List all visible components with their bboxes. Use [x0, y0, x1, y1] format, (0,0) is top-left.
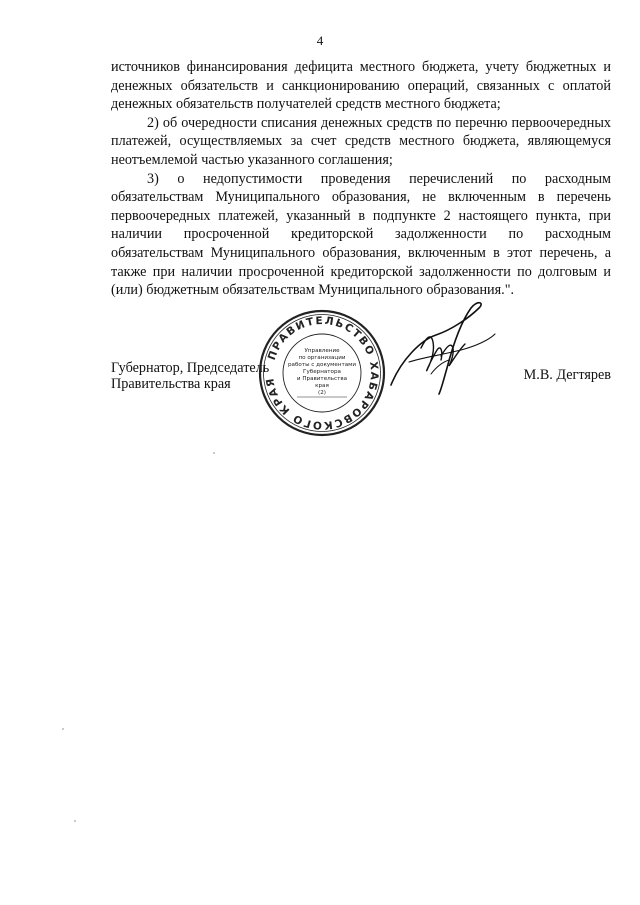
scan-artifact	[213, 452, 215, 454]
svg-text:(2): (2)	[318, 390, 326, 396]
signer-name: М.В. Дегтярев	[523, 367, 611, 383]
svg-text:ПРАВИТЕЛЬСТВО ХАБАРОВСКОГО КРА: ПРАВИТЕЛЬСТВО ХАБАРОВСКОГО КРАЯ	[264, 314, 381, 432]
paragraph-item-3: 3) о недопустимости проведения перечислений по расходным обязательствам Муниципального образования, не включенным в перечень первоочередных платежей, указанный в подпункте 2 настоящего пункта, при наличии просроченной кредиторской задолженности по расходным обязательствам Муниципального образования, включенным в этот перечень, а также при наличии просроченной кредиторской задолженности по долговым и (или) бюджетным обязательствам Муниципального образования.".	[111, 170, 611, 299]
paragraph-item-2: 2) об очередности списания денежных средств по перечню первоочередных платежей, осуществляемых за счет средств местного бюджета, являющемуся неотъемлемой частью указанного соглашения;	[111, 114, 611, 168]
svg-text:Управление: Управление	[304, 348, 340, 354]
scan-artifact	[62, 728, 64, 730]
scan-artifact	[74, 820, 76, 822]
svg-text:по организации: по организации	[298, 355, 346, 361]
handwritten-signature	[381, 290, 501, 410]
page-number: 4	[316, 33, 324, 48]
signer-title	[111, 360, 269, 392]
svg-text:края: края	[315, 383, 329, 389]
signer-title-line-2: Правительства края	[111, 376, 231, 392]
document-body	[111, 58, 611, 300]
paragraph-continuation: источников финансирования дефицита местного бюджета, учету бюджетных и денежных обязательств и санкционированию операций, связанных с оплатой денежных обязательств получателей средств местного бюджета;	[111, 59, 611, 113]
official-seal-stamp	[257, 308, 387, 438]
svg-text:и Правительства: и Правительства	[296, 376, 348, 382]
signer-title-line-1: Губернатор, Председатель	[111, 360, 270, 376]
signature-block	[111, 314, 611, 460]
svg-text:Губернатора: Губернатора	[303, 369, 341, 375]
svg-text:работы с документами: работы с документами	[288, 362, 356, 368]
